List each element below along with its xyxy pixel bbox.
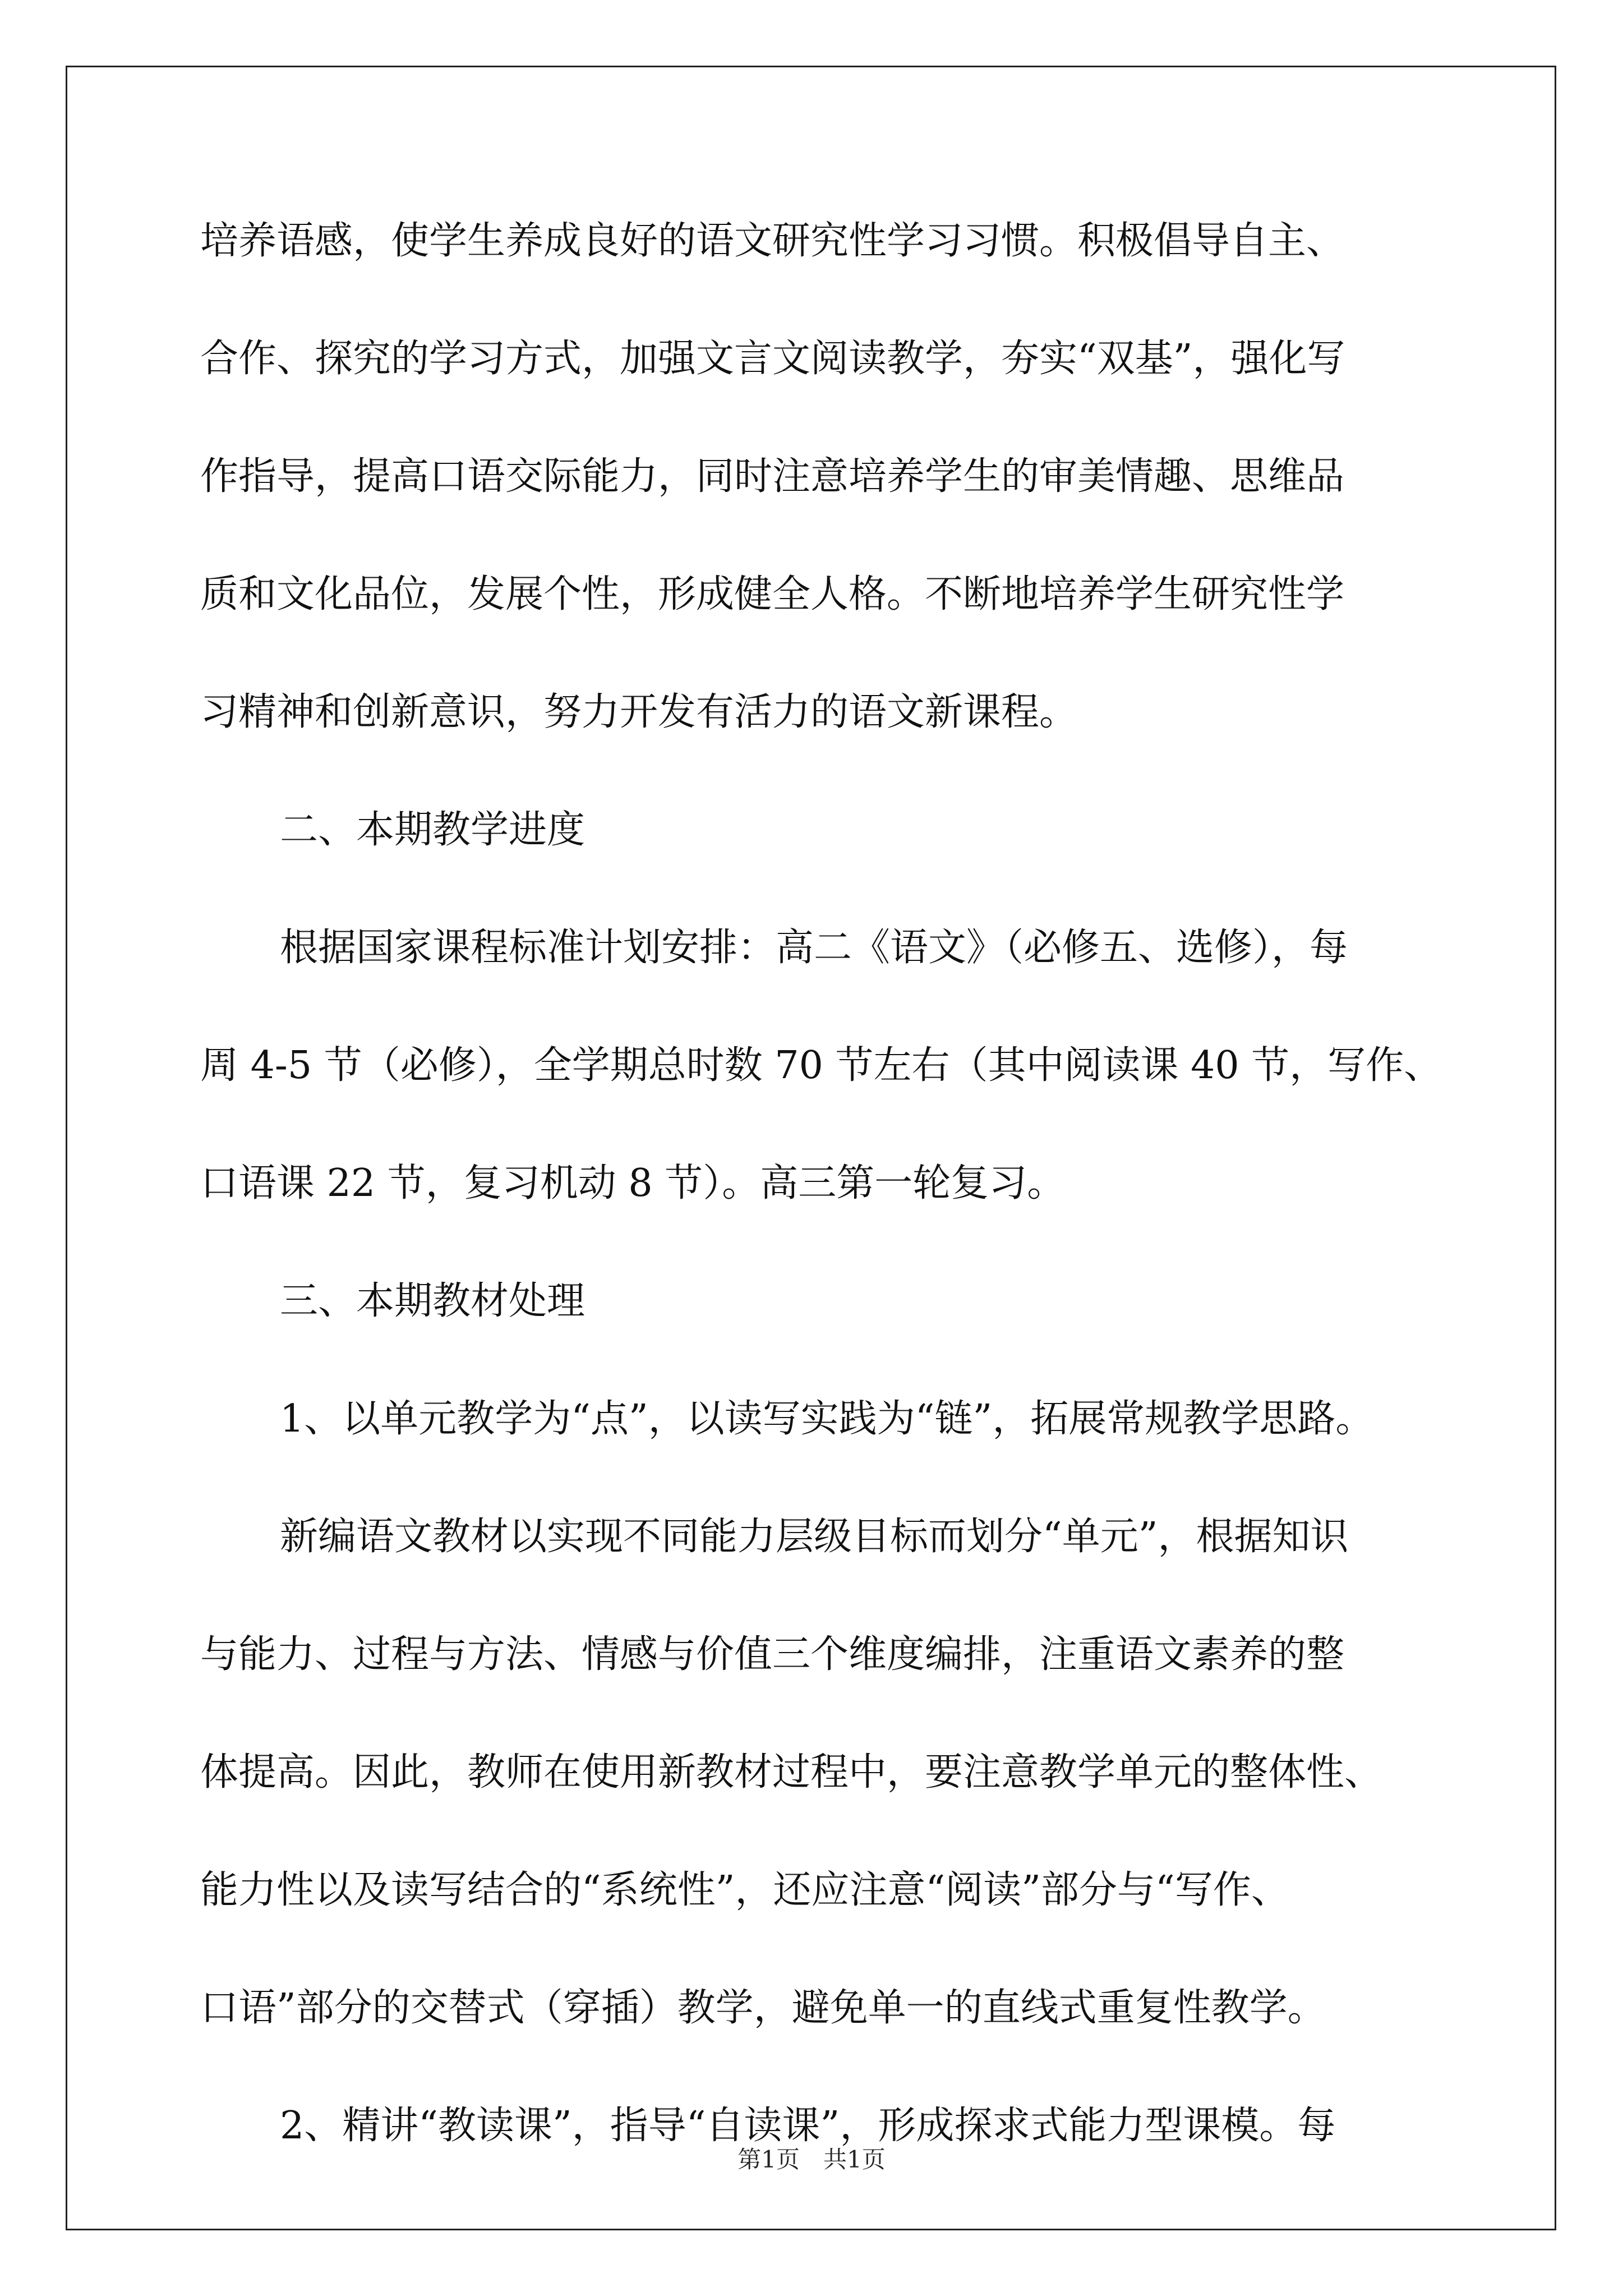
body-line-8: 周 4-5 节（必修），全学期总时数 70 节左右（其中阅读课 40 节，写作、 [200,1043,1442,1088]
body-line-1: 培养语感，使学生养成良好的语文研究性学习习惯。积极倡导自主、 [200,219,1345,263]
body-line-17: 2、精讲“教读课”，指导“自读课”，形成探求式能力型课模。每 [280,2104,1336,2148]
body-line-4: 质和文化品位，发展个性，形成健全人格。不断地培养学生研究性学 [200,572,1345,616]
section-heading-progress: 二、本期教学进度 [280,808,585,852]
body-line-7: 根据国家课程标准计划安排：高二《语文》（必修五、选修），每 [280,926,1348,970]
body-line-9: 口语课 22 节，复习机动 8 节）。高三第一轮复习。 [200,1161,1066,1205]
page-footer: 第1页 共1页 [737,2146,886,2173]
body-line-13: 与能力、过程与方法、情感与价值三个维度编排，注重语文素养的整 [200,1632,1345,1677]
body-line-12: 新编语文教材以实现不同能力层级目标而划分“单元”，根据知识 [280,1515,1349,1559]
body-line-16: 口语”部分的交替式（穿插）教学，避免单一的直线式重复性教学。 [200,1986,1326,2030]
body-line-15: 能力性以及读写结合的“系统性”，还应注意“阅读”部分与“写作、 [200,1868,1289,1912]
body-line-5: 习精神和创新意识，努力开发有活力的语文新课程。 [200,690,1078,734]
document-body [200,208,1442,2210]
body-line-2: 合作、探究的学习方式，加强文言文阅读教学，夯实“双基”，强化写 [200,337,1345,381]
body-line-3: 作指导，提高口语交际能力，同时注意培养学生的审美情趣、思维品 [200,454,1345,499]
body-line-11: 1、以单元教学为“点”，以读写实践为“链”，拓展常规教学思路。 [280,1397,1374,1441]
section-heading-materials: 三、本期教材处理 [280,1279,585,1323]
body-line-14: 体提高。因此，教师在使用新教材过程中，要注意教学单元的整体性、 [200,1750,1383,1795]
